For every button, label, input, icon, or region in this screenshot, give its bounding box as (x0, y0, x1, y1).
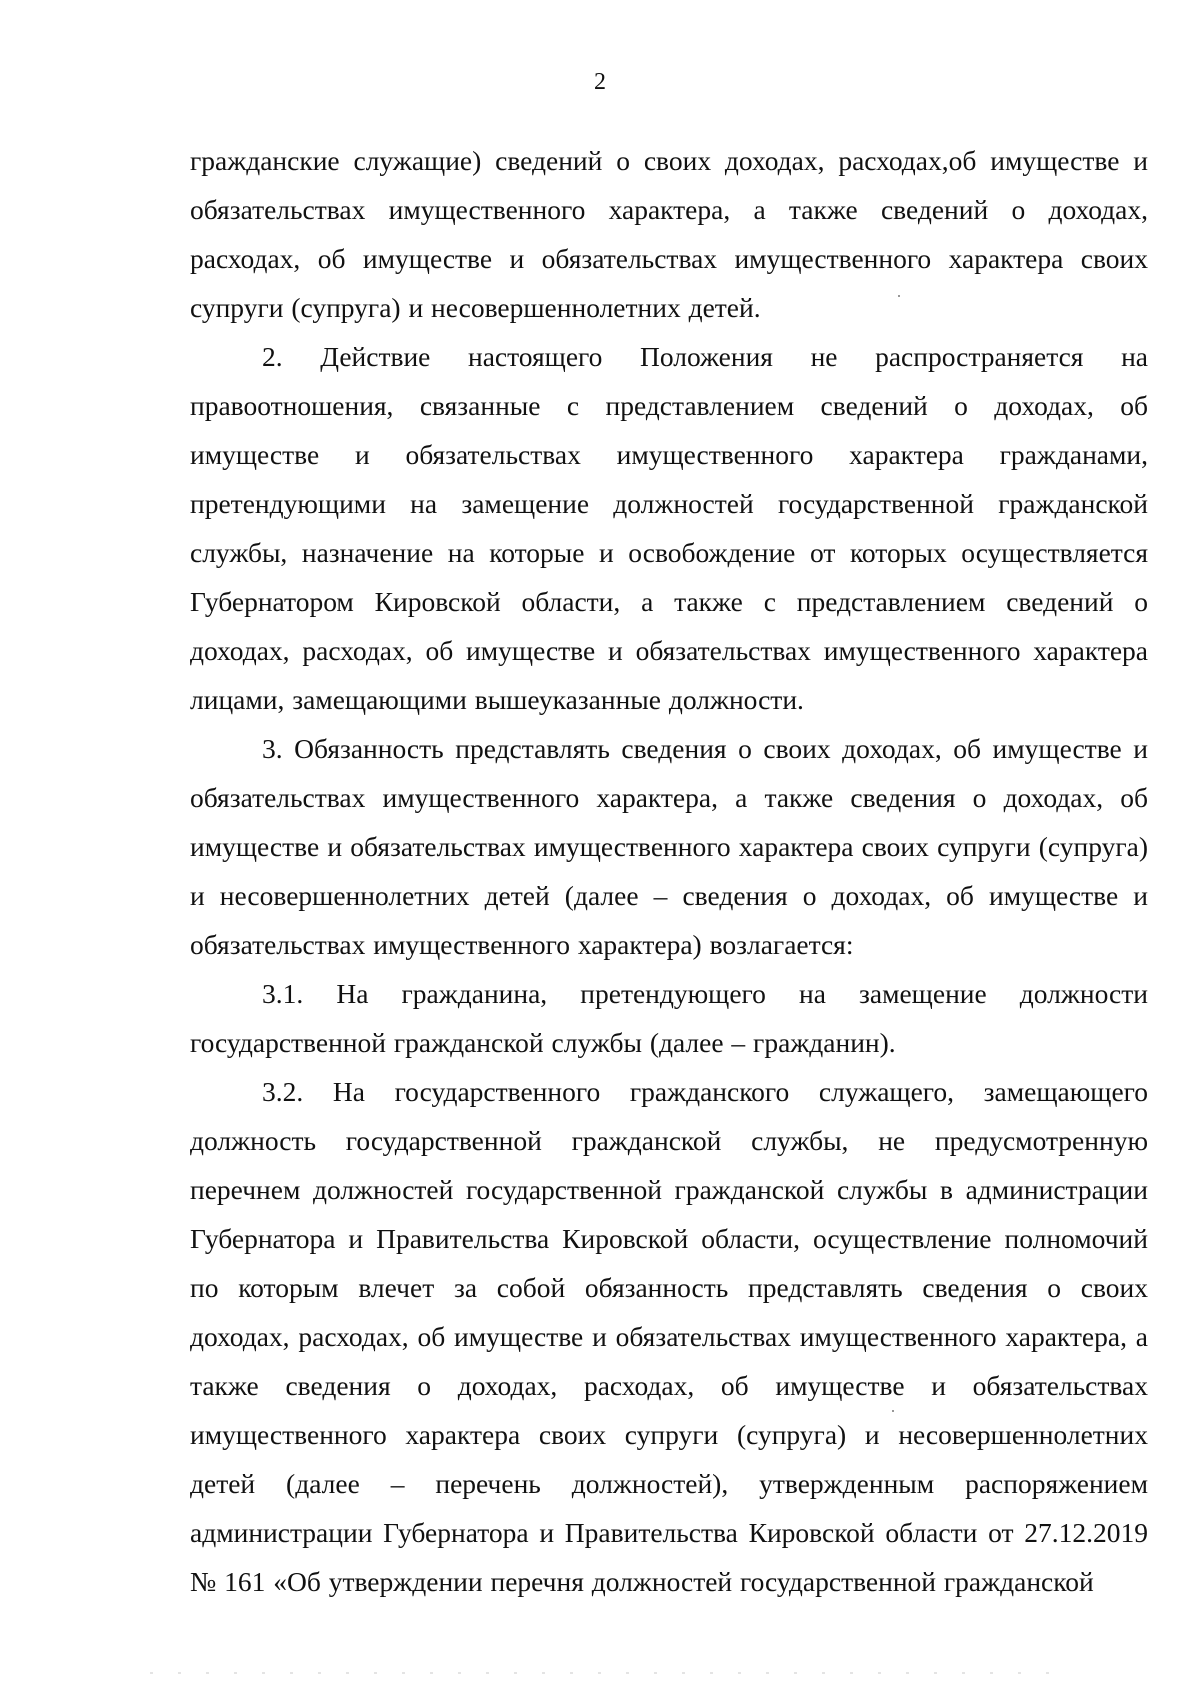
paragraph-item-3: 3. Обязанность представлять сведения о своих доходах, об имуществе и обязательствах имущественного характера, а также сведения о доходах, об имуществе и обязательствах имущественного характера своих супруги (супруга) и несовершеннолетних детей (далее – сведения о доходах, об имуществе и обязательствах имущественного характера) возлагается: (190, 733, 1148, 960)
paragraph-item-2: 2. Действие настоящего Положения не распространяется на правоотношения, связанные с представлением сведений о доходах, об имуществе и обязательствах имущественного характера гражданами, претендующими на замещение должностей государственной гражданской службы, назначение на которые и освобождение от которых осуществляется Губернатором Кировской области, а также с представлением сведений о доходах, расходах, об имуществе и обязательствах имущественного характера лицами, замещающими вышеуказанные должности. (190, 341, 1148, 715)
paragraph-continuation: гражданские служащие) сведений о своих доходах, расходах,об имуществе и обязательствах имущественного характера, а также сведений о доходах, расходах, об имуществе и обязательствах имущественного характера своих супруги (супруга) и несовершеннолетних детей. (190, 145, 1148, 323)
document-body (190, 136, 1148, 1606)
page-number: 2 (594, 69, 606, 95)
paragraph-item-3-2: 3.2. На государственного гражданского служащего, замещающего должность государственной гражданской службы, не предусмотренную перечнем должностей государственной гражданской службы в администрации Губернатора и Правительства Кировской области, осуществление полномочий по которым влечет за собой обязанность представлять сведения о своих доходах, расходах, об имуществе и обязательствах имущественного характера, а также сведения о доходах, расходах, об имуществе и обязательствах имущественного характера своих супруги (супруга) и несовершеннолетних детей (далее – перечень должностей), утвержденным распоряжением администрации Губернатора и Правительства Кировской области от 27.12.2019 № 161 «Об утверждении перечня должностей государственной гражданской (190, 1076, 1148, 1597)
scan-edge-noise (150, 1672, 1050, 1674)
paragraph-item-3-1: 3.1. На гражданина, претендующего на замещение должности государственной гражданской службы (далее – гражданин). (190, 978, 1148, 1058)
scan-speck (892, 1410, 894, 1412)
scan-speck (898, 295, 900, 297)
